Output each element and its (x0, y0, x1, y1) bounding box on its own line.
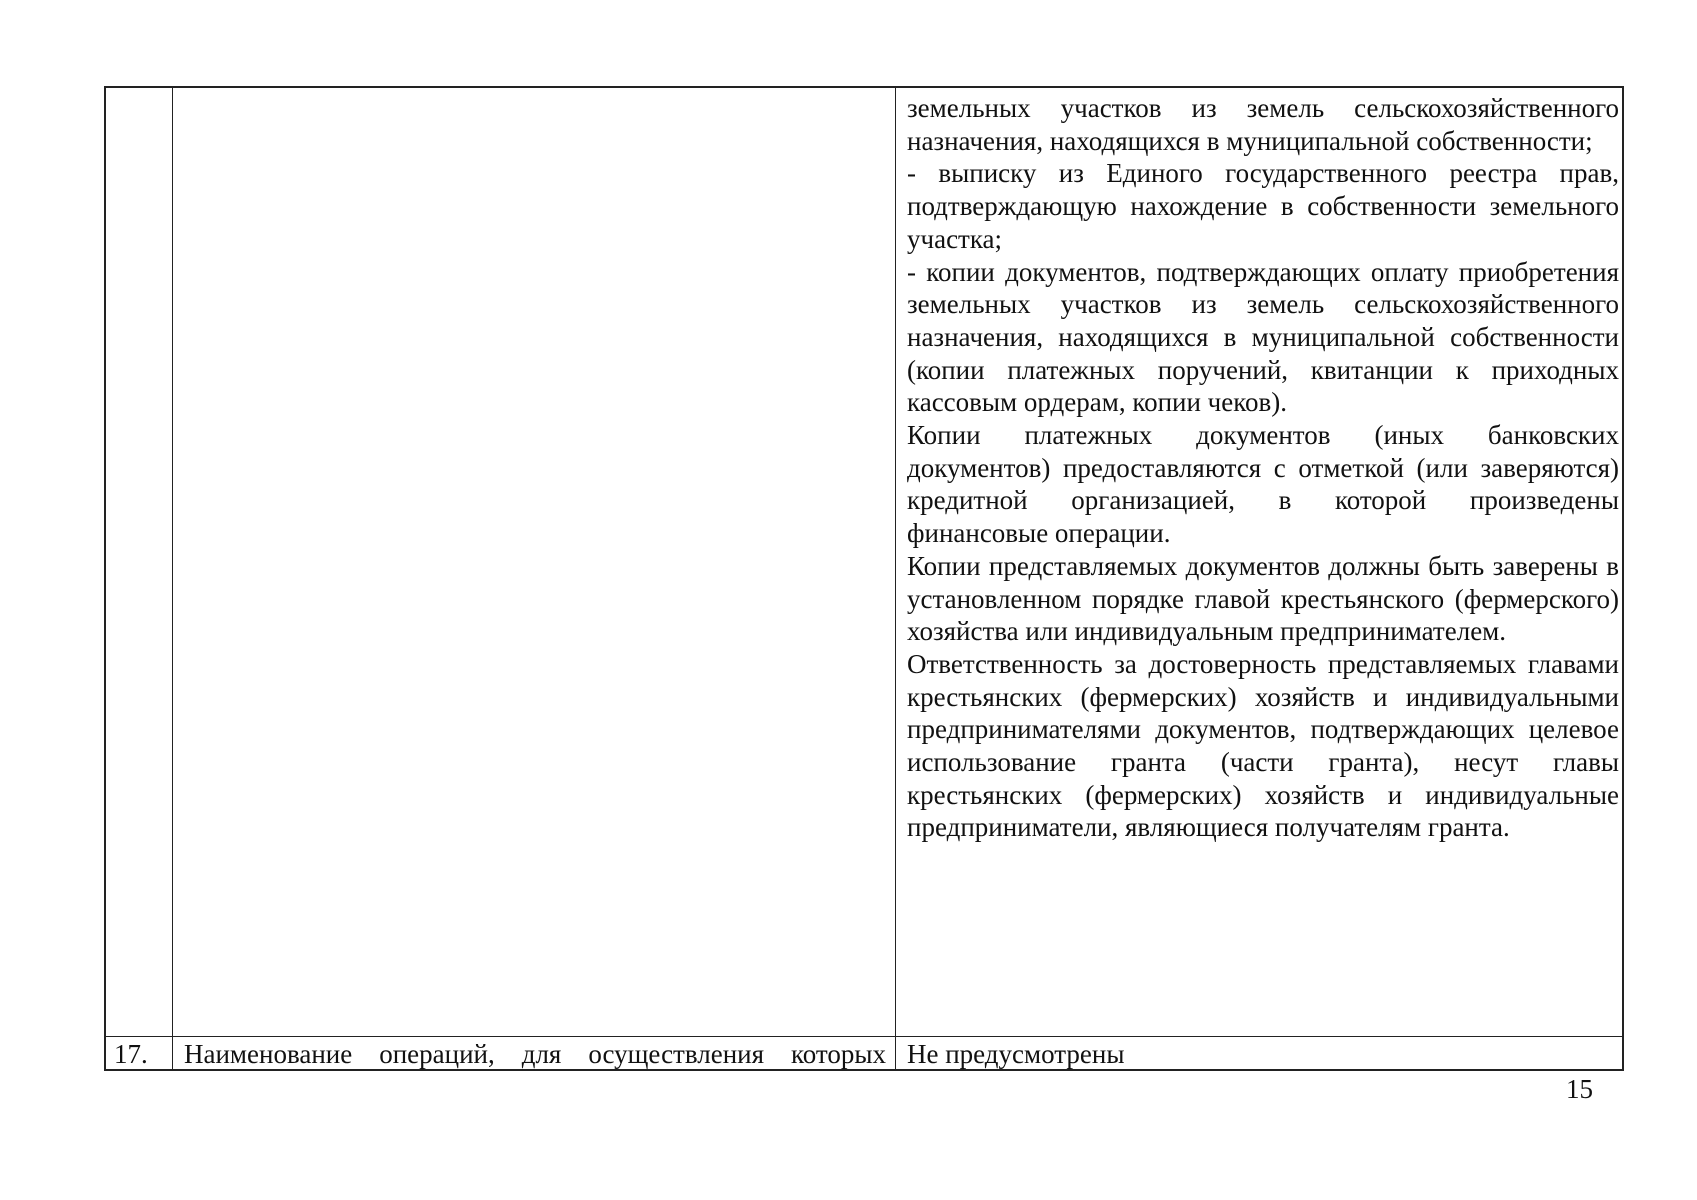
row16-paragraph: - выписку из Единого государственного реестра прав, подтверждающую нахождение в собственности земельного участка; (907, 158, 1619, 254)
row16-value-cell (907, 92, 1619, 844)
row17-value: Не предусмотрены (907, 1039, 1125, 1069)
row16-paragraph: Ответственность за достоверность представляемых главами крестьянских (фермерских) хозяйств и индивидуальными предпринимателями документов, подтверждающих целевое использование гранта (части гранта), несут главы крестьянских (фермерских) хозяйств и индивидуальные предприниматели, являющиеся получателям гранта. (907, 648, 1619, 843)
row-divider (106, 1036, 1622, 1037)
page-number: 15 (1566, 1074, 1593, 1104)
row17-number: 17. (114, 1039, 148, 1069)
row16-paragraph: Копии платежных документов (иных банковских документов) предоставляются с отметкой (или заверяются) кредитной организацией, в которой произведены финансовые операции. (907, 420, 1619, 549)
row16-paragraph: - копии документов, подтверждающих оплату приобретения земельных участков из земель сельскохозяйственного назначения, находящихся в муниципальной собственности (копии платежных поручений, квитанции к приходных кассовым ордерам, копии чеков). (907, 256, 1619, 418)
document-table (104, 86, 1624, 1071)
row16-paragraph: Копии представляемых документов должны быть заверены в установленном порядке главой крестьянского (фермерского) хозяйства или индивидуальным предпринимателем. (907, 550, 1619, 647)
row16-paragraph: земельных участков из земель сельскохозяйственного назначения, находящихся в муниципальной собственности; (907, 93, 1619, 156)
row17-name: Наименование операций, для осуществления которых (184, 1039, 886, 1069)
column-divider-value (895, 88, 896, 1069)
column-divider-number (172, 88, 173, 1069)
